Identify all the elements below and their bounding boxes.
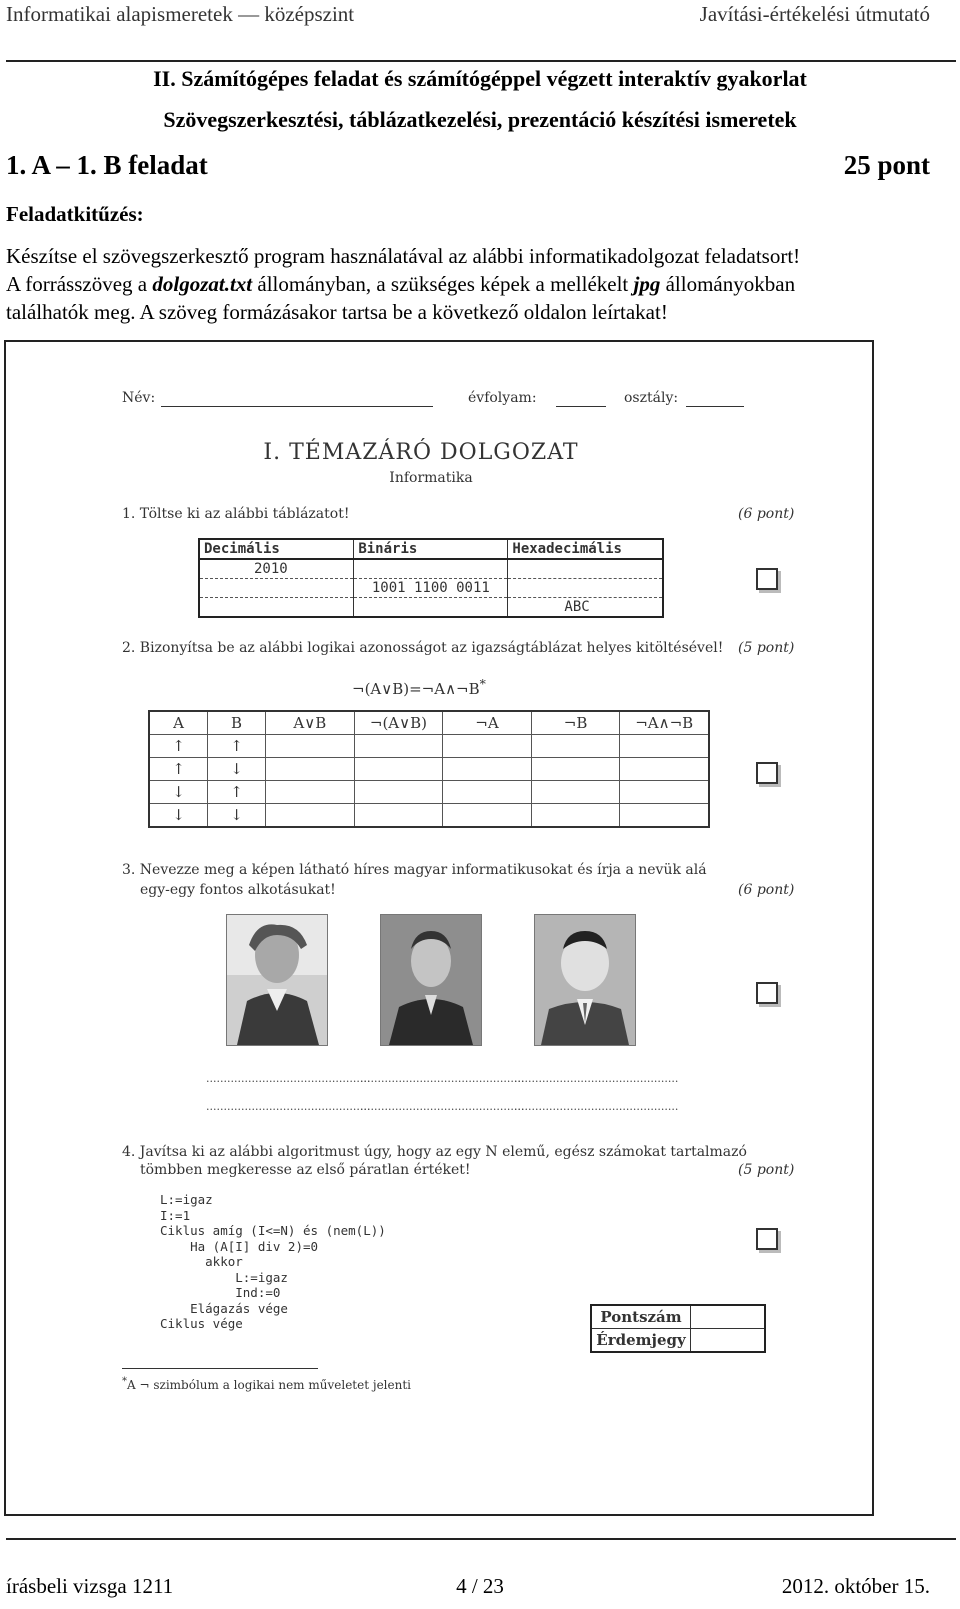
code-line: akkor: [160, 1254, 243, 1269]
answer-dots: ...............................................: [514, 1100, 679, 1113]
q1-text: 1. Töltse ki az alábbi táblázatot!: [122, 506, 350, 522]
grade-label: Érdemjegy: [591, 1329, 691, 1353]
intro-line-2: A forrásszöveg a dolgozat.txt állományban, a szükséges képek a mellékelt jpg állományokban: [6, 272, 796, 296]
q3-text-2: egy-egy fontos alkotásukat!: [140, 882, 336, 898]
q2-cell: ↓: [149, 804, 208, 828]
q2-cell: ↓: [149, 781, 208, 804]
q2-header: A∨B: [266, 711, 355, 735]
code-line: L:=igaz: [160, 1269, 288, 1285]
answer-dots: ...............................................: [360, 1100, 525, 1113]
source-filename: dolgozat.txt: [152, 272, 253, 296]
q2-truth-table: [148, 710, 710, 828]
answer-dots: ...............................................: [206, 1072, 371, 1085]
intro-line-1: Készítse el szövegszerkesztő program használatával az alábbi informatikadolgozat feladatsort!: [6, 244, 801, 268]
answer-dots: ...............................................: [514, 1072, 679, 1085]
footer-date: 2012. október 15.: [781, 1574, 930, 1598]
task-points: 25 pont: [843, 150, 930, 180]
q2-header: ¬(A∨B): [354, 711, 443, 735]
name-label: Név:: [122, 390, 156, 406]
q2-cell: ↓: [208, 758, 266, 781]
q2-cell: ↑: [208, 735, 266, 758]
q4-points: (5 pont): [738, 1162, 795, 1178]
q4-text-2: tömbben megkeresse az első páratlan értéket!: [140, 1162, 471, 1178]
q2-cell: ↑: [149, 758, 208, 781]
q2-header: ¬A: [443, 711, 532, 735]
q1-table: [198, 538, 664, 618]
section-subtitle: Szövegszerkesztési, táblázatkezelési, prezentáció készítési ismeretek: [163, 107, 797, 132]
intro-line-3: találhatók meg. A szöveg formázásakor tartsa be a következő oldalon leírtakat!: [6, 300, 668, 324]
q4-code: [160, 1192, 386, 1332]
sheet-subject: Informatika: [389, 470, 473, 486]
q2-cell: ↓: [208, 804, 266, 828]
footer-rule: [6, 1538, 956, 1540]
page-number: 4 / 23: [456, 1574, 504, 1598]
q3-score-checkbox[interactable]: [756, 982, 778, 1004]
exam-sheet-preview: [4, 340, 874, 1516]
q1-cell: 2010: [199, 559, 354, 579]
code-line: Ha (A[I] div 2)=0: [160, 1238, 319, 1254]
task-heading: Feladatkitűzés:: [6, 202, 144, 226]
q1-cell: [508, 579, 663, 598]
score-label: Pontszám: [591, 1305, 691, 1329]
q3-text-1: 3. Nevezze meg a képen látható híres magyar informatikusokat és írja a nevük alá: [122, 862, 707, 878]
code-line: I:=1: [160, 1207, 191, 1223]
header-rule: [6, 60, 956, 62]
q1-cell: [199, 598, 354, 618]
q1-cell: [508, 559, 663, 579]
q2-formula: ¬(A∨B)=¬A∧¬B*: [352, 676, 486, 698]
q1-cell: [354, 598, 508, 618]
code-line: Elágazás vége: [160, 1300, 288, 1316]
header-left: Informatikai alapismeretek — középszint: [6, 2, 355, 26]
answer-dots: ...............................................: [206, 1100, 371, 1113]
q1-cell: ABC: [508, 598, 663, 618]
q1-header-hex: Hexadecimális: [508, 539, 663, 559]
q1-cell: 1001 1100 0011: [354, 579, 508, 598]
q1-header-decimal: Decimális: [199, 539, 354, 559]
section-title: II. Számítógépes feladat és számítógéppel végzett interaktív gyakorlat: [153, 66, 807, 91]
score-value[interactable]: [691, 1305, 766, 1329]
sheet-title: I. TÉMAZÁRÓ DOLGOZAT: [263, 440, 579, 465]
q2-header: ¬A∧¬B: [620, 711, 709, 735]
score-table: [590, 1304, 766, 1353]
q1-points: (6 pont): [738, 506, 795, 522]
footnote: *A ¬ szimbólum a logikai nem műveletet jelenti: [122, 1376, 412, 1392]
q2-header: ¬B: [531, 711, 620, 735]
q1-score-checkbox[interactable]: [756, 568, 778, 590]
code-line: Ind:=0: [160, 1285, 281, 1300]
answer-dots: ...............................................: [360, 1072, 525, 1085]
class-line: [686, 406, 744, 407]
code-line: Ciklus vége: [160, 1316, 243, 1331]
grade-value[interactable]: [691, 1329, 766, 1353]
q4-score-checkbox[interactable]: [756, 1228, 778, 1250]
year-label: évfolyam:: [468, 390, 537, 406]
q2-points: (5 pont): [738, 640, 795, 656]
q3-points: (6 pont): [738, 882, 795, 898]
footer-left: írásbeli vizsga 1211: [6, 1574, 174, 1598]
q2-cell: ↑: [208, 781, 266, 804]
class-label: osztály:: [624, 390, 679, 406]
q1-header-binary: Bináris: [354, 539, 508, 559]
code-line: L:=igaz: [160, 1192, 213, 1207]
q2-score-checkbox[interactable]: [756, 762, 778, 784]
q1-cell: [354, 559, 508, 579]
name-line: [161, 406, 433, 407]
portrait-3: [534, 914, 636, 1046]
image-extension: jpg: [633, 272, 661, 296]
q2-cell: ↑: [149, 735, 208, 758]
code-line: Ciklus amíg (I<=N) és (nem(L)): [160, 1223, 386, 1238]
portrait-2: [380, 914, 482, 1046]
year-line: [556, 406, 606, 407]
footnote-rule: [122, 1368, 318, 1369]
q2-header: B: [208, 711, 266, 735]
header-right: Javítási-értékelési útmutató: [699, 2, 930, 26]
q2-text: 2. Bizonyítsa be az alábbi logikai azonosságot az igazságtáblázat helyes kitöltésével!: [122, 640, 724, 656]
q2-header: A: [149, 711, 208, 735]
q4-text-1: 4. Javítsa ki az alábbi algoritmust úgy, hogy az egy N elemű, egész számokat tartalmazó: [122, 1144, 747, 1160]
q1-cell: [199, 579, 354, 598]
task-label: 1. A – 1. B feladat: [6, 150, 208, 180]
portrait-1: [226, 914, 328, 1046]
